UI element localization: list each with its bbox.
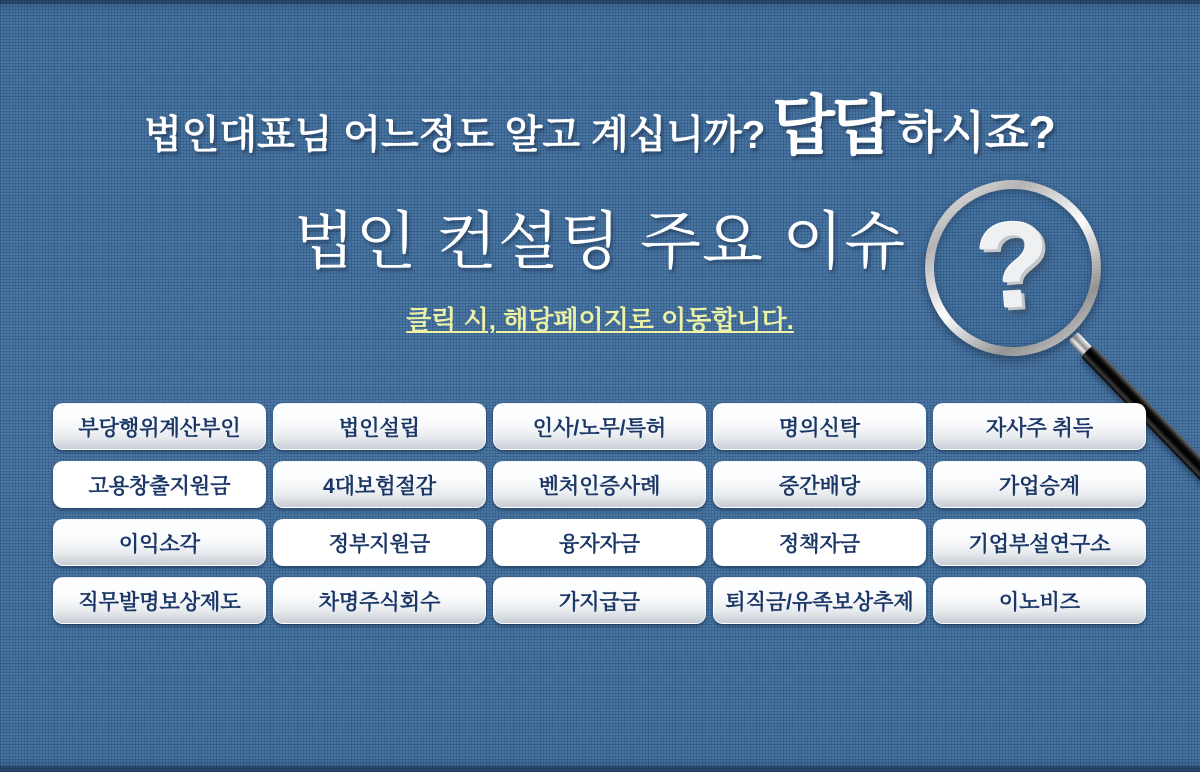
issue-button[interactable]: 자사주 취득	[933, 403, 1146, 450]
issue-button[interactable]: 이노비즈	[933, 577, 1146, 624]
issue-button[interactable]: 고용창출지원금	[53, 461, 266, 508]
heading-emphasis: 답답	[771, 89, 892, 162]
issue-button[interactable]: 벤처인증사례	[493, 461, 706, 508]
issue-button[interactable]: 정부지원금	[273, 519, 486, 566]
issue-button[interactable]: 정책자금	[713, 519, 926, 566]
issue-button[interactable]: 중간배당	[713, 461, 926, 508]
question-mark-icon: ?	[971, 194, 1055, 336]
top-edge-shadow	[0, 0, 1200, 4]
magnifier-question-icon	[925, 180, 1101, 356]
bottom-edge-shadow	[0, 766, 1200, 772]
click-info-link[interactable]: 클릭 시, 해당페이지로 이동합니다.	[406, 305, 794, 335]
issue-button[interactable]: 법인설립	[273, 403, 486, 450]
issue-button[interactable]: 부당행위계산부인	[53, 403, 266, 450]
issue-button[interactable]: 융자자금	[493, 519, 706, 566]
heading-text: 법인대표님 어느정도 알고 계십니까?	[144, 114, 766, 157]
issue-button[interactable]: 기업부설연구소	[933, 519, 1146, 566]
magnifier-ring	[925, 180, 1101, 356]
issue-button[interactable]: 차명주식회수	[273, 577, 486, 624]
heading-suffix: 하시죠?	[898, 107, 1056, 158]
issue-button[interactable]: 직무발명보상제도	[53, 577, 266, 624]
issue-button[interactable]: 4대보험절감	[273, 461, 486, 508]
issue-button[interactable]: 가업승계	[933, 461, 1146, 508]
issue-button[interactable]: 퇴직금/유족보상추제	[713, 577, 926, 624]
issue-button[interactable]: 가지급금	[493, 577, 706, 624]
issue-button[interactable]: 인사/노무/특허	[493, 403, 706, 450]
hero-heading	[0, 90, 1200, 180]
issue-button[interactable]: 이익소각	[53, 519, 266, 566]
page-title: 법인 컨설팅 주요 이슈	[293, 207, 907, 277]
issue-button[interactable]: 명의신탁	[713, 403, 926, 450]
magnifier-lens	[934, 189, 1092, 347]
issue-button-grid	[53, 403, 1146, 624]
